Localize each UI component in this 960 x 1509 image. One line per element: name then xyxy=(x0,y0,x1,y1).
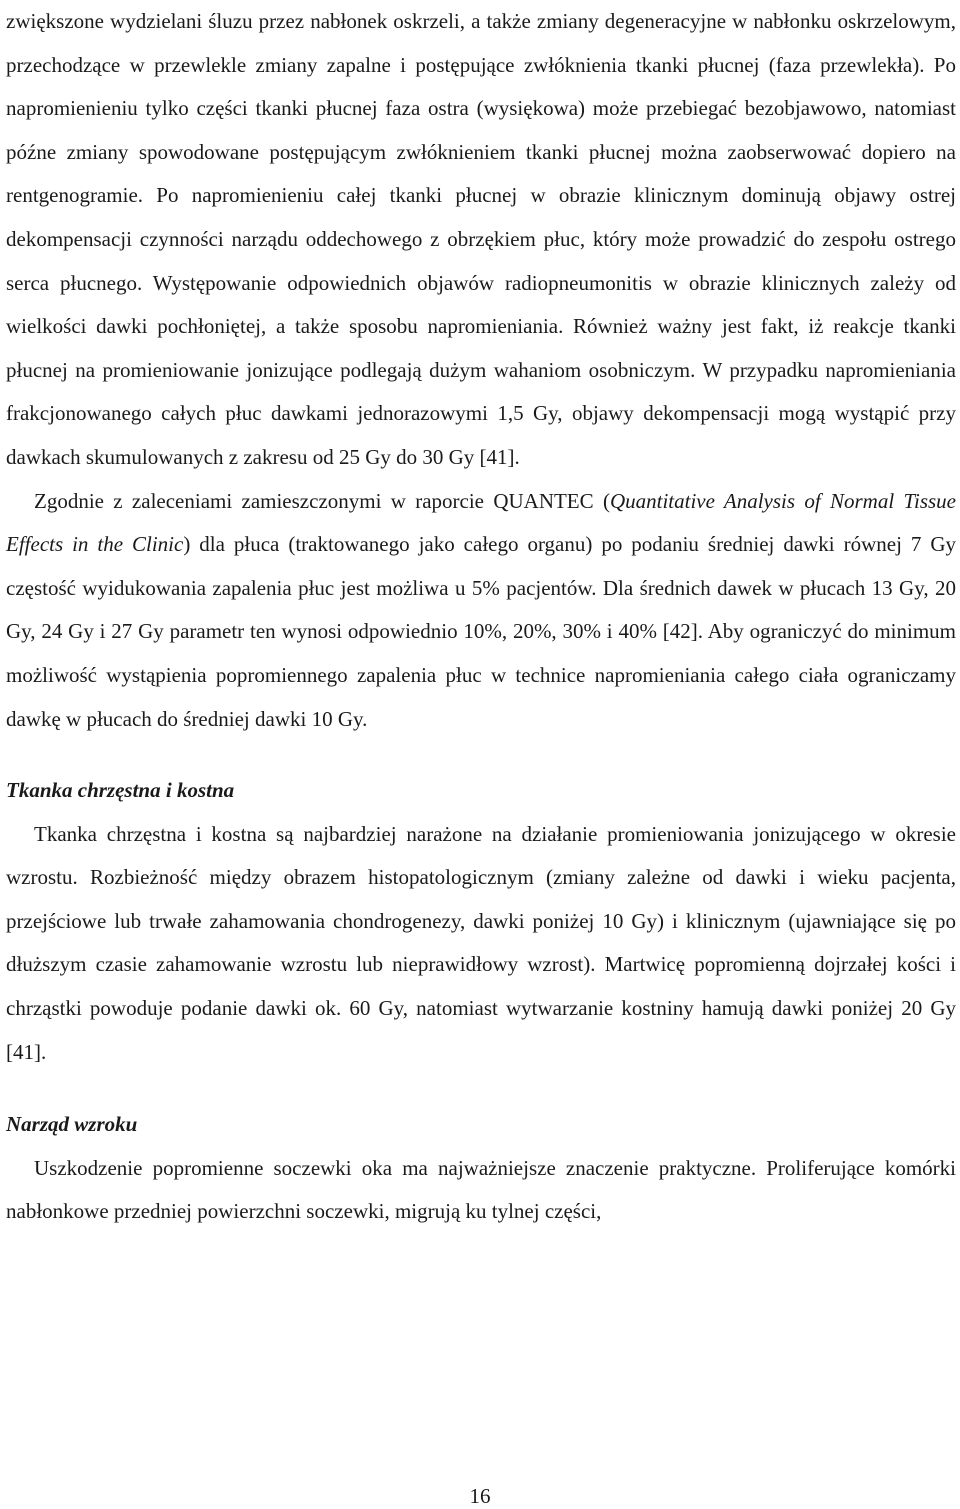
paragraph-radiopneumonitis: zwiększone wydzielani śluzu przez nabłonek oskrzeli, a także zmiany degeneracyjne w nabłonku oskrzelowym, przechodzące w przewlekle zmiany zapalne i postępujące zwłóknienia tkanki płucnej (faza przewlekła). Po napromienieniu tylko części tkanki płucnej faza ostra (wysiękowa) może przebiegać bezobjawowo, natomiast późne zmiany spowodowane postępującym zwłóknieniem tkanki płucnej można zaobserwować dopiero na rentgenogramie. Po napromienieniu całej tkanki płucnej w obrazie klinicznym dominują objawy ostrej dekompensacji czynności narządu oddechowego z obrzękiem płuc, który może prowadzić do zespołu ostrego serca płucnego. Występowanie odpowiednich objawów radiopneumonitis w obrazie klinicznych zależy od wielkości dawki pochłoniętej, a także sposobu napromieniania. Również ważny jest fakt, iż reakcje tkanki płucnej na promieniowanie jonizujące podlegają dużym wahaniom osobniczym. W przypadku napromieniania frakcjonowanego całych płuc dawkami jednorazowymi 1,5 Gy, objawy dekompensacji mogą wystąpić przy dawkach skumulowanych z zakresu od 25 Gy do 30 Gy [41]. xyxy=(6,9,956,469)
paragraph-quantec xyxy=(6,480,956,742)
page-number: 16 xyxy=(469,1484,491,1508)
section-heading-eye: Narząd wzroku xyxy=(6,1112,138,1137)
document-page xyxy=(6,0,956,1234)
paragraph-eye: Uszkodzenie popromienne soczewki oka ma najważniejsze znaczenie praktyczne. Proliferujące komórki nabłonkowe przedniej powierzchni soczewki, migrują ku tylnej części, xyxy=(6,1155,956,1224)
paragraph-cartilage-bone: Tkanka chrzęstna i kostna są najbardziej narażone na działanie promieniowania jonizującego w okresie wzrostu. Rozbieżność między obrazem histopatologicznym (zmiany zależne od dawki i wieku pacjenta, przejściowe lub trwałe zahamowania chondrogenezy, dawki poniżej 10 Gy) i klinicznym (ujawniające się po dłuższym czasie zahamowanie wzrostu lub nieprawidłowy wzrost). Martwicę popromienną dojrzałej kości i chrząstki powoduje podanie dawki ok. 60 Gy, natomiast wytwarzanie kostniny hamują dawki poniżej 20 Gy [41]. xyxy=(6,821,956,1064)
paragraph-quantec-text-start: Zgodnie z zaleceniami zamieszczonymi w raporcie QUANTEC ( xyxy=(34,488,610,513)
paragraph-quantec-text-end: ) dla płuca (traktowanego jako całego organu) po podaniu średniej dawki równej 7 Gy częstość wyidukowania zapalenia płuc jest możliwa u 5% pacjentów. Dla średnich dawek w płucach 13 Gy, 20 Gy, 24 Gy i 27 Gy parametr ten wynosi odpowiednio 10%, 20%, 30% i 40% [42]. Aby ograniczyć do minimum możliwość wystąpienia popromiennego zapalenia płuc w technice napromieniania całego ciała ograniczamy dawkę w płucach do średniej dawki 10 Gy. xyxy=(6,532,956,731)
section-heading-cartilage-bone: Tkanka chrzęstna i kostna xyxy=(6,778,235,803)
quantec-full-name: Quantitative Analysis of Normal Tissue Effects in the Clinic xyxy=(6,488,956,557)
